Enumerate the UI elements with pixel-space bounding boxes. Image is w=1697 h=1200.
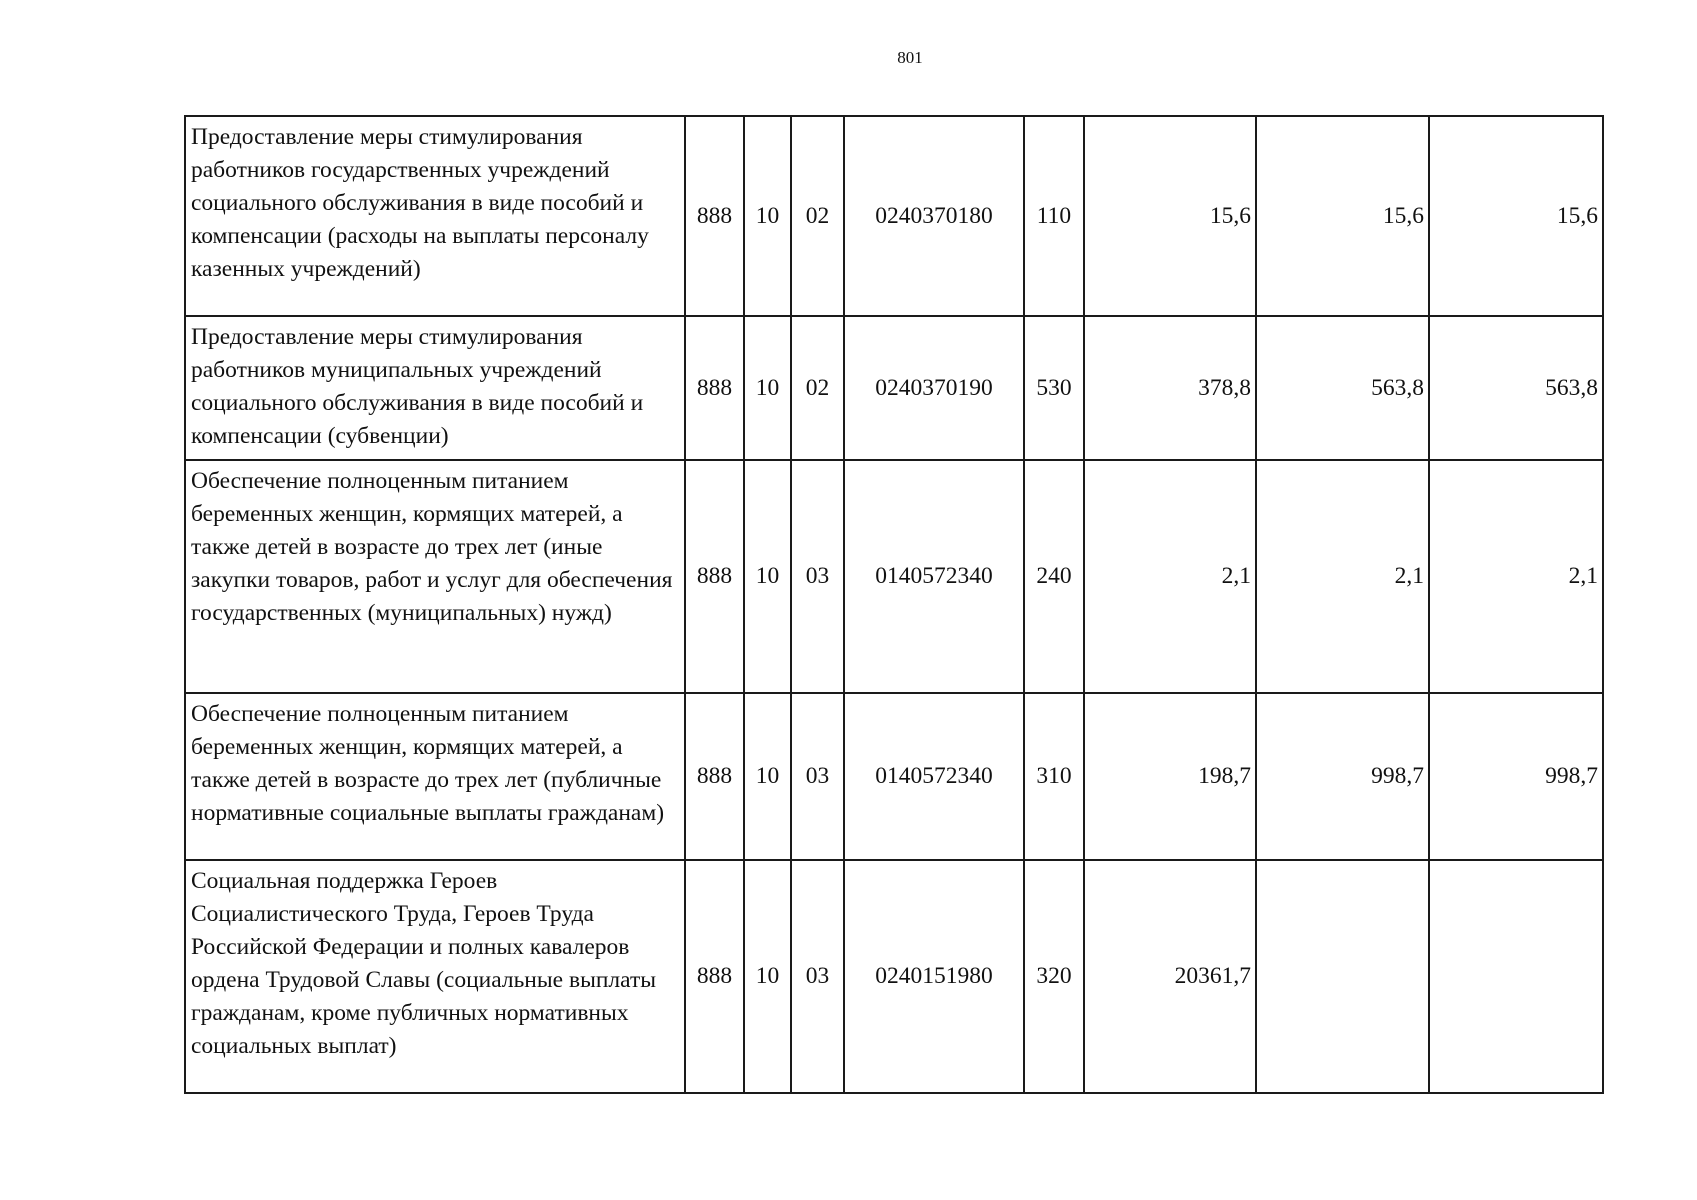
amount-year-3: 563,8 [1429,316,1603,460]
target-article-code: 0240370180 [844,116,1024,316]
amount-year-3: 998,7 [1429,693,1603,860]
row-description: Обеспечение полноценным питанием беременных женщин, кормящих матерей, а также детей в возрасте до трех лет (иные закупки товаров, работ и услуг для обеспечения государственных (муниципальных) нужд) [185,460,685,693]
section-code: 10 [744,693,791,860]
expense-type-code: 310 [1024,693,1084,860]
expense-type-code: 240 [1024,460,1084,693]
subsection-code: 02 [791,116,844,316]
target-article-code: 0140572340 [844,460,1024,693]
amount-year-2: 15,6 [1256,116,1429,316]
row-description: Предоставление меры стимулирования работников государственных учреждений социального обслуживания в виде пособий и компенсации (расходы на выплаты персоналу казенных учреждений) [185,116,685,316]
amount-year-1: 198,7 [1084,693,1256,860]
table-row [185,116,1603,316]
expense-type-code: 530 [1024,316,1084,460]
row-description: Социальная поддержка Героев Социалистического Труда, Героев Труда Российской Федерации и полных кавалеров ордена Трудовой Славы (социальные выплаты гражданам, кроме публичных нормативных социальных выплат) [185,860,685,1093]
budget-table [184,115,1604,1094]
amount-year-3 [1429,860,1603,1093]
expense-type-code: 320 [1024,860,1084,1093]
target-article-code: 0240151980 [844,860,1024,1093]
table-row [185,460,1603,693]
row-description: Обеспечение полноценным питанием беременных женщин, кормящих матерей, а также детей в возрасте до трех лет (публичные нормативные социальные выплаты гражданам) [185,693,685,860]
expense-type-code: 110 [1024,116,1084,316]
subsection-code: 03 [791,460,844,693]
table-row [185,860,1603,1093]
table-row [185,316,1603,460]
target-article-code: 0240370190 [844,316,1024,460]
section-code: 10 [744,460,791,693]
amount-year-1: 20361,7 [1084,860,1256,1093]
amount-year-1: 378,8 [1084,316,1256,460]
amount-year-1: 15,6 [1084,116,1256,316]
section-code: 10 [744,116,791,316]
ministry-code: 888 [685,860,744,1093]
row-description: Предоставление меры стимулирования работников муниципальных учреждений социального обслуживания в виде пособий и компенсации (субвенции) [185,316,685,460]
ministry-code: 888 [685,316,744,460]
amount-year-3: 2,1 [1429,460,1603,693]
amount-year-3: 15,6 [1429,116,1603,316]
subsection-code: 03 [791,860,844,1093]
subsection-code: 03 [791,693,844,860]
ministry-code: 888 [685,116,744,316]
section-code: 10 [744,316,791,460]
table-row [185,693,1603,860]
amount-year-2: 563,8 [1256,316,1429,460]
amount-year-2: 2,1 [1256,460,1429,693]
page-number: 801 [897,48,923,67]
section-code: 10 [744,860,791,1093]
amount-year-2: 998,7 [1256,693,1429,860]
ministry-code: 888 [685,460,744,693]
ministry-code: 888 [685,693,744,860]
amount-year-2 [1256,860,1429,1093]
subsection-code: 02 [791,316,844,460]
target-article-code: 0140572340 [844,693,1024,860]
amount-year-1: 2,1 [1084,460,1256,693]
